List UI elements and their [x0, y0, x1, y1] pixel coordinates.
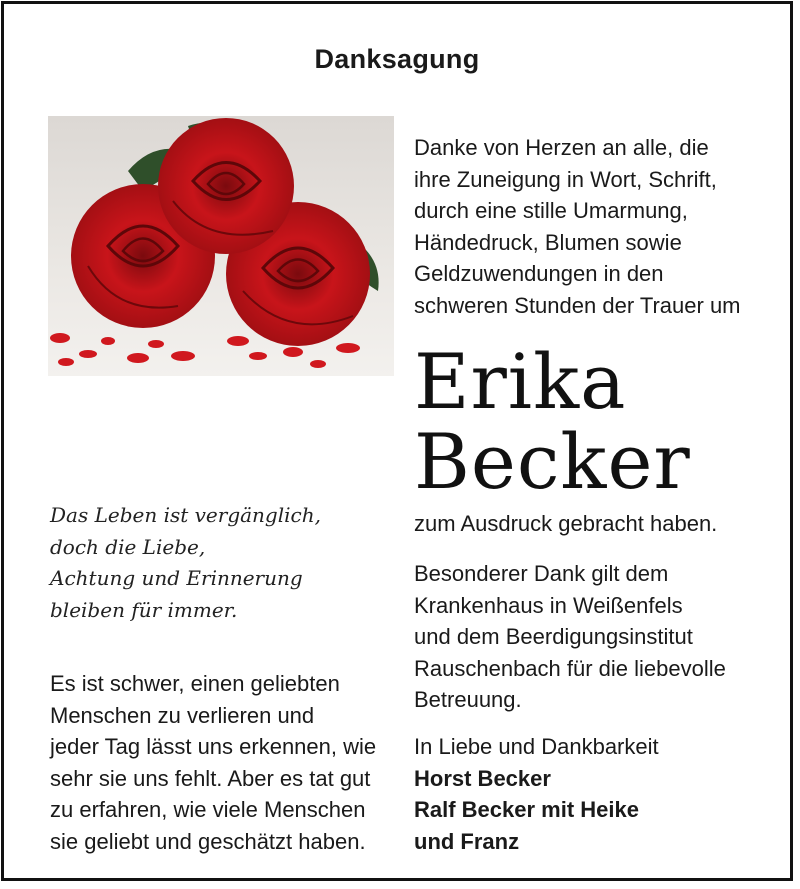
quote-line: Das Leben ist vergänglich,: [50, 503, 321, 527]
notice-title: Danksagung: [314, 44, 480, 74]
thanks-line: und dem Beerdigungsinstitut: [414, 624, 693, 649]
signer-name: und Franz: [414, 828, 520, 854]
intro-text: [414, 132, 784, 321]
signer-name: Horst Becker: [414, 765, 551, 791]
quote-line: Achtung und Erinnerung: [50, 566, 303, 590]
intro-line: durch eine stille Umarmung,: [414, 198, 688, 223]
memorial-quote: [50, 500, 380, 626]
thanks-line: Besonderer Dank gilt dem: [414, 561, 669, 586]
thanks-line: Rauschenbach für die liebevolle: [414, 655, 726, 681]
closing-line: In Liebe und Dankbarkeit: [414, 734, 659, 759]
quote-line: bleiben für immer.: [50, 597, 238, 622]
signer-name: Ralf Becker mit Heike: [414, 797, 639, 822]
rose-top: [158, 118, 294, 254]
deceased-last-name: Becker: [414, 417, 691, 506]
signers: [414, 763, 784, 858]
thanks-line: Krankenhaus in Weißenfels: [414, 592, 683, 618]
deceased-name: [414, 337, 784, 506]
intro-line: Danke von Herzen an alle, die: [414, 135, 709, 160]
paragraph-line: zu erfahren, wie viele Menschen: [50, 797, 366, 822]
intro-line: ihre Zuneigung in Wort, Schrift,: [414, 166, 717, 192]
thanks-line: Betreuung.: [414, 687, 522, 712]
paragraph-line: Es ist schwer, einen geliebten: [50, 671, 340, 696]
special-thanks: [414, 558, 784, 716]
paragraph-line: Menschen zu verlieren und: [50, 702, 315, 728]
paragraph-line: jeder Tag lässt uns erkennen, wie: [50, 734, 377, 759]
intro-line: schweren Stunden der Trauer um: [414, 292, 741, 318]
paragraph-line: sie geliebt und geschätzt haben.: [50, 828, 366, 854]
paragraph-line: sehr sie uns fehlt. Aber es tat gut: [50, 765, 371, 791]
closing-block: [414, 731, 784, 857]
reflection-paragraph: [50, 668, 400, 857]
expression-line: zum Ausdruck gebracht haben.: [414, 511, 718, 536]
roses-photo: [48, 116, 394, 376]
intro-line: Händedruck, Blumen sowie: [414, 229, 682, 255]
deceased-first-name: Erika: [414, 337, 627, 426]
quote-line: doch die Liebe,: [50, 534, 206, 559]
intro-line: Geldzuwendungen in den: [414, 261, 664, 286]
notice-frame: [1, 1, 793, 881]
